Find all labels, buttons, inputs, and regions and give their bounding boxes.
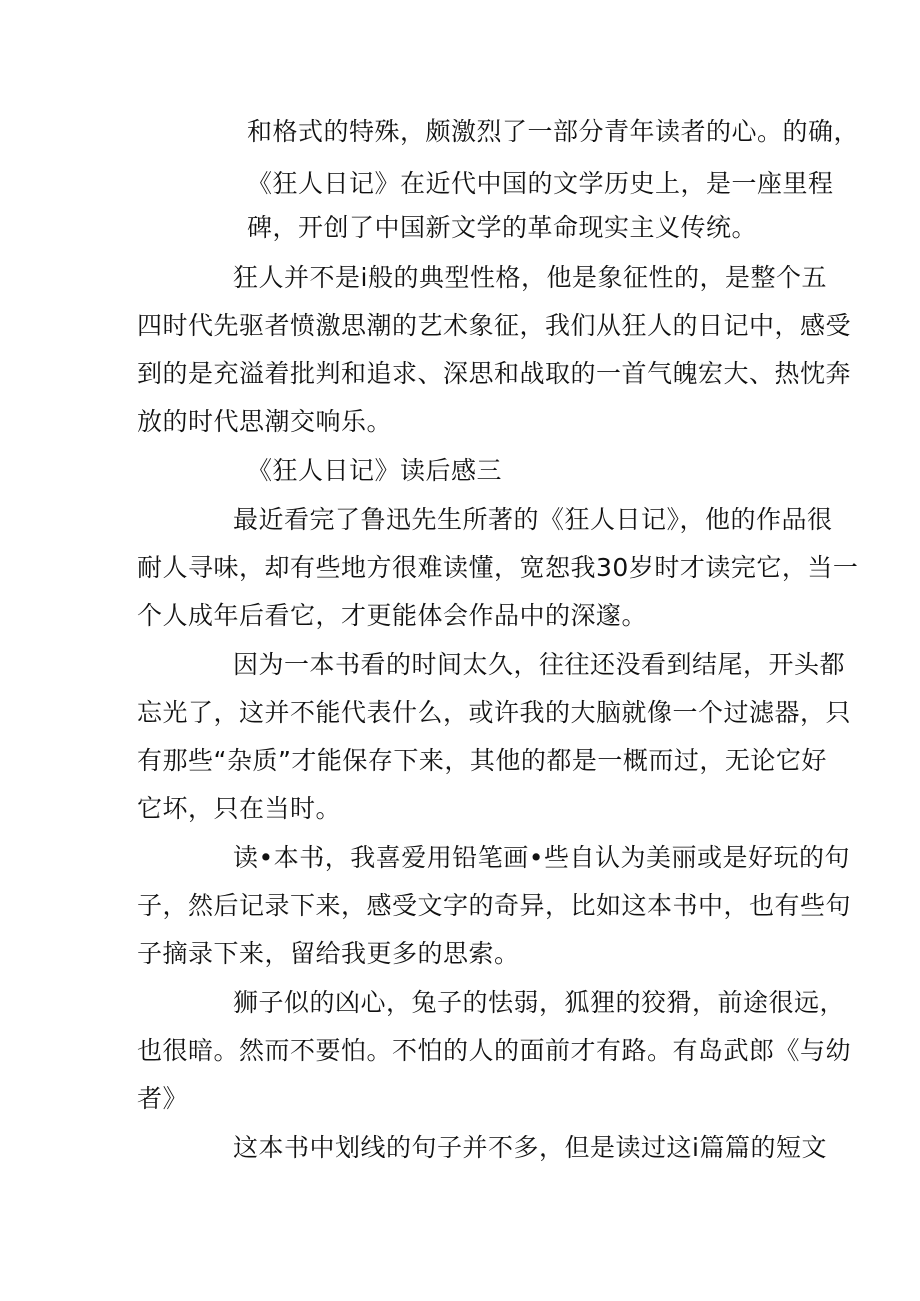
text-line: 最近看完了鲁迅先生所著的《狂人日记》，他的作品很 bbox=[233, 505, 833, 534]
text-line: 狮子似的凶心，兔子的怯弱，狐狸的狡猾，前途很远， bbox=[233, 988, 846, 1017]
text-line: 也很暗。然而不要怕。不怕的人的面前才有路。有岛武郎《与幼 bbox=[137, 1036, 852, 1065]
section-heading: 《狂人日记》读后感三 bbox=[247, 456, 503, 485]
text-line: 和格式的特殊，颇激烈了一部分青年读者的心。的确， bbox=[247, 117, 860, 146]
text-line: 读•本书，我喜爱用铅笔画•些自认为美丽或是好玩的句 bbox=[233, 843, 850, 872]
text-line: 子，然后记录下来，感受文字的奇异，比如这本书中，也有些句 bbox=[137, 891, 852, 920]
text-line: 者》 bbox=[137, 1084, 189, 1113]
text-line: 四时代先驱者愤激思潮的艺术象征，我们从狂人的日记中，感受 bbox=[137, 311, 852, 340]
text-line: 碑，开创了中国新文学的革命现实主义传统。 bbox=[247, 213, 758, 242]
text-line: 因为一本书看的时间太久，往往还没看到结尾，开头都 bbox=[233, 650, 846, 679]
text-line: 到的是充溢着批判和追求、深思和战取的一首气魄宏大、热忱奔 bbox=[137, 359, 852, 388]
text-line: 有那些“杂质”才能保存下来，其他的都是一概而过，无论它好 bbox=[137, 746, 827, 775]
text-line: 狂人并不是i般的典型性格，他是象征性的，是整个五 bbox=[233, 263, 827, 292]
text-line: 这本书中划线的句子并不多，但是读过这i篇篇的短文 bbox=[233, 1133, 827, 1162]
text-line: 放的时代思潮交响乐。 bbox=[137, 407, 393, 436]
text-line: 个人成年后看它，才更能体会作品中的深邃。 bbox=[137, 601, 648, 630]
text-line: 忘光了，这并不能代表什么，或许我的大脑就像一个过滤器，只 bbox=[137, 698, 852, 727]
text-line: 它坏，只在当时。 bbox=[137, 794, 342, 823]
text-line: 耐人寻味，却有些地方很难读懂，宽恕我30岁时才读完它，当一 bbox=[137, 553, 859, 582]
text-line: 子摘录下来，留给我更多的思索。 bbox=[137, 939, 520, 968]
text-line: 《狂人日记》在近代中国的文学历史上，是一座里程 bbox=[247, 169, 834, 198]
